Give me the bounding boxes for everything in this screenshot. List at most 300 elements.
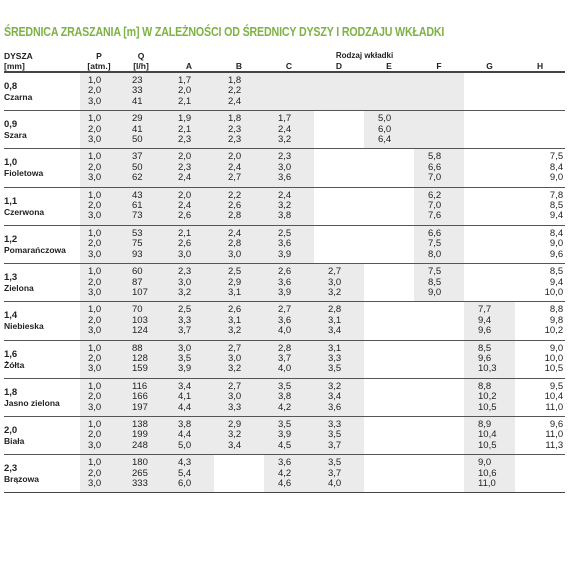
header-col-h: H [515,61,565,72]
value: 4,3 [178,457,192,469]
value: 7,6 [428,210,442,222]
insert-f-cell [414,455,464,493]
flow-cell [118,187,164,225]
value: 9,6 [549,418,564,430]
value [378,163,414,173]
table-title: ŚREDNICA ZRASZANIA [m] W ZALEŻNOŚCI OD ŚREDNICY DYSZY I RODZAJU WKŁADKI [4,24,445,39]
value [378,364,414,374]
nozzle-size: 1,0 [4,157,18,169]
value: 3,4 [228,439,242,451]
value [328,97,364,107]
insert-c-cell [264,264,314,302]
value: 10,5 [544,363,564,375]
value: 61 [132,200,143,212]
insert-g-cell [464,264,515,302]
value: 2,0 [88,85,102,97]
header-col-f: F [414,61,464,72]
insert-h-cell [515,149,565,187]
value: 2,3 [228,123,242,135]
value [428,382,464,392]
value [515,86,563,96]
value [228,479,264,489]
value [378,278,414,288]
value: 9,6 [478,352,492,364]
value: 9,0 [549,238,564,250]
value [378,479,414,489]
value: 3,2 [228,363,242,375]
value: 10,0 [544,352,564,364]
value [428,316,464,326]
value: 7,0 [428,172,442,184]
insert-e-cell [364,302,414,340]
value [478,229,515,239]
header-q-unit: [l/h] [118,61,164,72]
value: 3,0 [88,134,102,146]
value: 3,7 [328,467,342,479]
flow-cell [118,111,164,149]
value [515,125,563,135]
table-row [4,340,565,378]
value: 3,5 [278,418,292,430]
header-col-g: G [464,61,515,72]
value: 5,0 [378,113,392,125]
insert-e-cell [364,264,414,302]
value: 93 [132,248,143,260]
value: 2,5 [228,266,242,278]
value: 2,6 [228,304,242,316]
value: 9,0 [549,342,564,354]
flow-cell [118,72,164,111]
value: 2,2 [228,85,242,97]
value: 9,0 [549,172,564,184]
value: 3,0 [328,276,342,288]
value [478,201,515,211]
value: 3,9 [278,248,292,260]
value: 10,2 [478,391,497,403]
pressure-cell [80,340,118,378]
insert-e-cell [364,225,414,263]
value: 3,0 [228,352,242,364]
value: 6,6 [428,161,442,173]
value: 2,3 [228,134,242,146]
value [378,420,414,430]
value: 1,9 [178,113,192,125]
nozzle-size: 1,2 [4,233,18,245]
value: 2,0 [228,151,242,163]
value: 1,0 [88,189,102,201]
value: 1,0 [88,342,102,354]
insert-g-cell [464,225,515,263]
flow-cell [118,225,164,263]
insert-c-cell [264,149,314,187]
value [328,201,364,211]
flow-cell [118,149,164,187]
value: 2,7 [228,380,242,392]
value [328,135,364,145]
nozzle-size: 2,0 [4,424,18,436]
value: 3,1 [328,314,342,326]
value [228,469,264,479]
value: 4,0 [278,363,292,375]
value: 2,0 [88,314,102,326]
value: 1,0 [88,113,102,125]
nozzle-color-name: Zielona [4,283,34,294]
insert-f-cell [414,149,464,187]
value: 1,7 [278,113,292,125]
value: 3,0 [88,439,102,451]
value [378,229,414,239]
value: 3,0 [88,248,102,260]
value [378,403,414,413]
value [328,239,364,249]
value [478,76,515,86]
value: 3,5 [328,457,342,469]
insert-d-cell [314,455,364,493]
value [378,239,414,249]
value: 8,5 [428,276,442,288]
value [278,86,314,96]
value: 3,0 [88,325,102,337]
insert-c-cell [264,302,314,340]
flow-cell [118,340,164,378]
insert-f-cell [414,111,464,149]
value: 4,1 [178,391,192,403]
value: 3,0 [88,401,102,413]
nozzle-color-name: Brązowa [4,474,39,485]
header-col-e: E [364,61,414,72]
value [378,326,414,336]
value: 2,0 [88,352,102,364]
insert-f-cell [414,302,464,340]
nozzle-cell [4,149,80,187]
header-col-b: B [214,61,264,72]
value [428,97,464,107]
value [428,479,464,489]
value: 2,7 [278,304,292,316]
value: 3,8 [178,418,192,430]
value: 41 [132,123,143,135]
value: 3,6 [278,238,292,250]
table-row [4,416,565,454]
insert-h-cell [515,72,565,111]
header-col-c: C [264,61,314,72]
value: 8,4 [549,227,564,239]
insert-d-cell [314,264,364,302]
value: 10,5 [478,439,497,451]
value: 9,0 [428,286,442,298]
value: 3,9 [178,363,192,375]
insert-h-cell [515,111,565,149]
insert-d-cell [314,340,364,378]
value: 2,4 [228,161,242,173]
value [428,326,464,336]
insert-b-cell [214,187,264,225]
value: 3,6 [278,276,292,288]
value [378,201,414,211]
value: 6,6 [428,227,442,239]
value: 2,5 [178,304,192,316]
pressure-cell [80,149,118,187]
value [478,125,515,135]
value [428,441,464,451]
insert-g-cell [464,302,515,340]
flow-cell [118,455,164,493]
value: 4,0 [328,478,342,489]
value [515,479,563,489]
insert-g-cell [464,340,515,378]
value: 6,4 [378,134,392,146]
nozzle-color-name: Żółta [4,359,25,370]
value: 4,2 [278,401,292,413]
value [328,125,364,135]
insert-c-cell [264,187,314,225]
value: 3,2 [278,200,292,212]
value [428,344,464,354]
table-row [4,149,565,187]
insert-a-cell [164,264,214,302]
insert-d-cell [314,187,364,225]
nozzle-cell [4,72,80,111]
insert-a-cell [164,225,214,263]
insert-b-cell [214,225,264,263]
insert-d-cell [314,149,364,187]
value: 2,3 [278,151,292,163]
insert-a-cell [164,416,214,454]
value: 128 [132,352,148,364]
value: 2,3 [178,266,192,278]
value [378,288,414,298]
value: 10,4 [544,391,564,403]
value: 4,2 [278,467,292,479]
value: 3,6 [278,172,292,184]
nozzle-cell [4,378,80,416]
value: 1,0 [88,151,102,163]
table-row [4,72,565,111]
insert-h-cell [515,340,565,378]
insert-b-cell [214,340,264,378]
value [478,86,515,96]
value: 62 [132,172,143,184]
value: 87 [132,276,143,288]
value: 8,4 [549,161,564,173]
value [428,364,464,374]
value: 3,0 [88,95,102,107]
insert-d-cell [314,302,364,340]
value: 2,2 [228,189,242,201]
value: 2,7 [328,266,342,278]
value [378,152,414,162]
insert-h-cell [515,455,565,493]
value [378,191,414,201]
value: 199 [132,429,148,441]
value: 41 [132,95,143,107]
value: 3,1 [328,342,342,354]
pressure-cell [80,72,118,111]
value: 3,0 [88,172,102,184]
value: 265 [132,467,148,479]
value: 3,9 [278,429,292,441]
value: 2,0 [178,151,192,163]
nozzle-size: 0,8 [4,81,18,92]
insert-a-cell [164,340,214,378]
value: 60 [132,266,143,278]
nozzle-size: 1,8 [4,386,18,398]
value: 2,0 [178,85,192,97]
nozzle-cell [4,225,80,263]
nozzle-size: 1,1 [4,195,18,207]
value: 3,2 [328,286,342,298]
value: 2,8 [328,304,342,316]
value: 10,4 [478,429,497,441]
value: 37 [132,151,143,163]
value: 3,3 [328,418,342,430]
value: 3,0 [178,342,192,354]
value [328,191,364,201]
value [428,469,464,479]
value: 75 [132,238,143,250]
pressure-cell [80,455,118,493]
value: 3,5 [178,352,192,364]
insert-c-cell [264,225,314,263]
nozzle-color-name: Jasno zielona [4,397,60,408]
value: 7,8 [549,189,564,201]
value: 70 [132,304,143,316]
value: 3,7 [278,352,292,364]
nozzle-size: 1,3 [4,272,18,284]
nozzle-cell [4,264,80,302]
value: 33 [132,85,143,97]
insert-a-cell [164,149,214,187]
value: 3,4 [328,391,342,403]
value: 1,8 [228,113,242,125]
value: 4,4 [178,401,192,413]
pressure-cell [80,416,118,454]
insert-g-cell [464,72,515,111]
nozzle-color-name: Czerwona [4,206,45,217]
insert-h-cell [515,187,565,225]
insert-e-cell [364,455,414,493]
nozzle-color-name: Czarna [4,92,33,102]
value [478,267,515,277]
value: 5,8 [428,151,442,163]
value [378,211,414,221]
value [378,430,414,440]
insert-f-cell [414,225,464,263]
value [428,114,464,124]
value [428,135,464,145]
value: 10,2 [544,325,564,337]
header-row-top [4,50,565,61]
insert-h-cell [515,378,565,416]
value: 2,8 [228,238,242,250]
value: 3,3 [228,401,242,413]
insert-a-cell [164,378,214,416]
flow-cell [118,378,164,416]
value: 2,1 [178,123,192,135]
value: 5,0 [178,439,192,451]
table-row [4,111,565,149]
value: 2,0 [88,238,102,250]
table-row [4,264,565,302]
insert-f-cell [414,187,464,225]
value: 73 [132,210,143,222]
value: 3,0 [278,161,292,173]
insert-f-cell [414,416,464,454]
value: 3,4 [328,325,342,337]
value [515,114,563,124]
value: 1,0 [88,304,102,316]
value: 3,6 [328,401,342,413]
value: 10,6 [478,467,497,479]
insert-c-cell [264,455,314,493]
table-body [4,72,565,493]
insert-d-cell [314,111,364,149]
value: 3,6 [278,314,292,326]
value: 3,8 [278,210,292,222]
insert-f-cell [414,72,464,111]
value [515,135,563,145]
insert-e-cell [364,187,414,225]
nozzle-color-name: Fioletowa [4,168,44,179]
insert-g-cell [464,111,515,149]
insert-d-cell [314,416,364,454]
value: 3,7 [178,325,192,337]
value: 3,1 [228,314,242,326]
value: 2,7 [228,342,242,354]
value: 9,6 [478,325,492,337]
value: 2,0 [88,467,102,479]
value: 2,0 [88,429,102,441]
pressure-cell [80,187,118,225]
value [328,152,364,162]
flow-cell [118,302,164,340]
value: 2,3 [178,161,192,173]
value: 7,7 [478,304,492,316]
insert-f-cell [414,264,464,302]
value: 3,0 [88,286,102,298]
value: 2,3 [178,134,192,146]
value: 2,7 [228,172,242,184]
value: 2,0 [178,189,192,201]
value: 9,4 [549,276,564,288]
value: 8,8 [478,380,492,392]
nozzle-size: 0,9 [4,119,18,131]
nozzle-spray-table [4,50,565,493]
insert-c-cell [264,340,314,378]
insert-d-cell [314,225,364,263]
value [378,267,414,277]
insert-b-cell [214,149,264,187]
value: 1,0 [88,418,102,430]
value: 2,1 [178,227,192,239]
value [328,250,364,260]
value [328,86,364,96]
value: 9,4 [478,314,492,326]
value: 2,0 [88,161,102,173]
nozzle-cell [4,340,80,378]
insert-a-cell [164,72,214,111]
value [428,458,464,468]
value: 7,5 [428,238,442,250]
header-nozzle-unit: [mm] [4,61,80,72]
value: 3,8 [278,391,292,403]
value: 180 [132,457,148,469]
insert-g-cell [464,416,515,454]
flow-cell [118,416,164,454]
insert-e-cell [364,149,414,187]
value: 166 [132,391,148,403]
nozzle-cell [4,187,80,225]
